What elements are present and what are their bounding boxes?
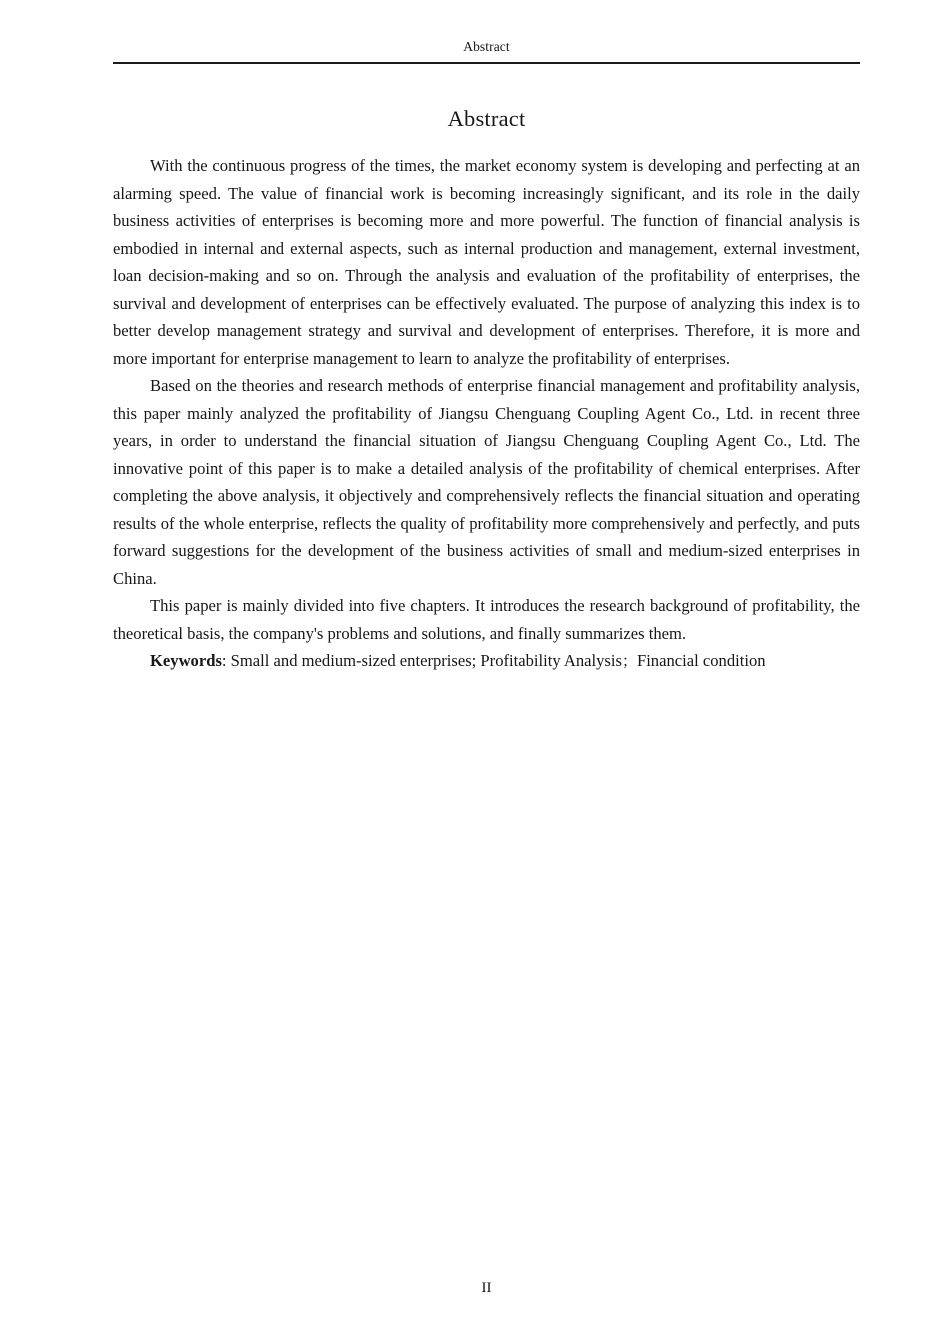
header-divider-rule (113, 62, 860, 64)
running-header (113, 38, 860, 72)
running-header-title: Abstract (463, 39, 510, 54)
page-number: II (481, 1280, 492, 1296)
page-title: Abstract (447, 106, 526, 131)
keywords-colon: : (221, 651, 231, 670)
keywords-label: Keywords (150, 651, 222, 670)
abstract-paragraph-1: With the continuous progress of the times, the market economy system is developing and perfecting at an alarming speed. The value of financial work is becoming increasingly significant, and its role in the daily business activities of enterprises is becoming more and more powerful. The function of financial analysis is embodied in internal and external aspects, such as internal production and management, external investment, loan decision-making and so on. Through the analysis and evaluation of the profitability of enterprises, the survival and development of enterprises can be effectively evaluated. The purpose of analyzing this index is to better develop management strategy and survival and development of enterprises. Therefore, it is more and more important for enterprise management to learn to analyze the profitability of enterprises. (113, 156, 860, 368)
abstract-content (113, 104, 860, 676)
keywords-separator: ； (621, 652, 637, 670)
abstract-paragraph-3: This paper is mainly divided into five chapters. It introduces the research background of profitability, the theoretical basis, the company's problems and solutions, and finally summarizes them. (113, 596, 860, 643)
page-footer (113, 1278, 860, 1298)
keywords-second-group: Financial condition (636, 651, 766, 670)
keywords-first-group: Small and medium-sized enterprises; Profitability Analysis (230, 651, 622, 670)
keywords-line (113, 647, 860, 676)
abstract-paragraph-2: Based on the theories and research methods of enterprise financial management and profitability analysis, this paper mainly analyzed the profitability of Jiangsu Chenguang Coupling Agent Co., Ltd. in recent three years, in order to understand the financial situation of Jiangsu Chenguang Coupling Agent Co., Ltd. The innovative point of this paper is to make a detailed analysis of the profitability of chemical enterprises. After completing the above analysis, it objectively and comprehensively reflects the financial situation and operating results of the whole enterprise, reflects the quality of profitability more comprehensively and perfectly, and puts forward suggestions for the development of the business activities of small and medium-sized enterprises in China. (113, 376, 860, 588)
